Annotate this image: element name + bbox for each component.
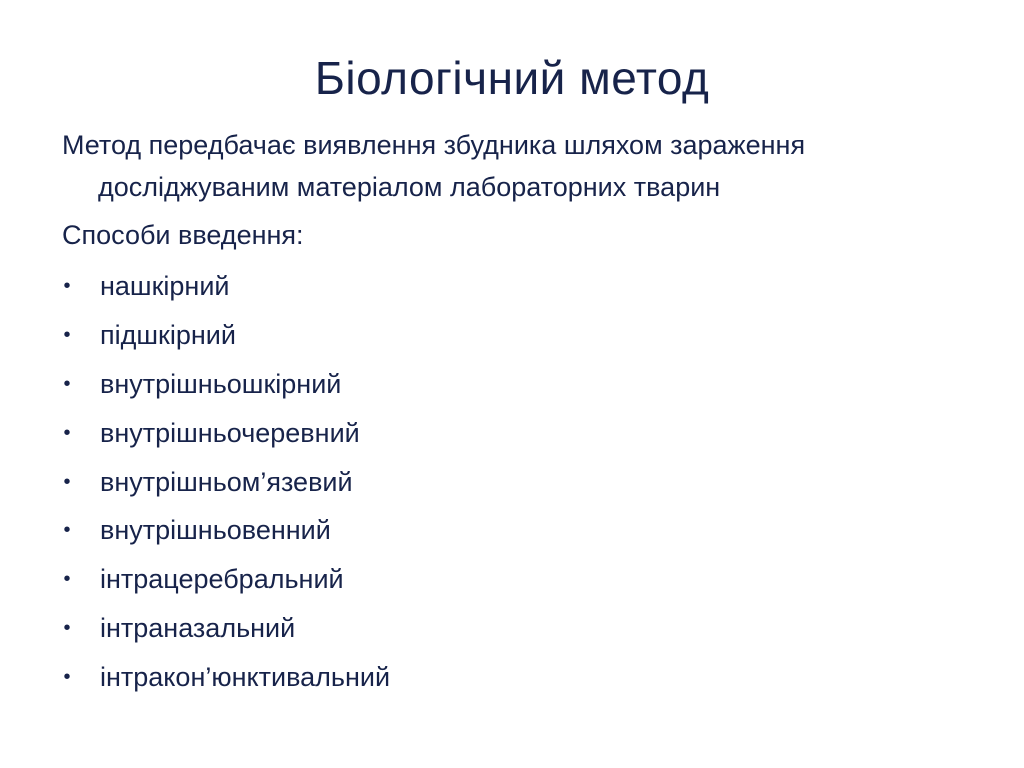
list-item <box>62 653 962 702</box>
method-label: нашкірний <box>100 271 230 301</box>
slide-body <box>62 124 962 702</box>
method-label: внутрішньошкірний <box>100 368 342 399</box>
list-item <box>62 262 962 311</box>
method-label: внутрішньовенний <box>100 515 331 546</box>
method-label: інтрацеребральний <box>100 564 344 595</box>
bullet-icon: • <box>63 275 71 297</box>
bullet-icon: • <box>63 421 71 444</box>
list-item <box>62 458 962 507</box>
intro-paragraph <box>62 124 962 208</box>
list-item <box>62 555 962 604</box>
intro-line-2: досліджуваним матеріалом лабораторних тварин <box>98 172 721 202</box>
bullet-icon: • <box>63 568 71 591</box>
method-label: підшкірний <box>100 319 236 350</box>
list-item <box>62 409 962 458</box>
method-label: внутрішньочеревний <box>100 417 360 448</box>
bullet-icon: • <box>63 372 71 395</box>
bullet-icon: • <box>63 617 71 640</box>
methods-subheading: Способи введення: <box>62 220 304 250</box>
method-label: інтракон’юнктивальний <box>100 662 391 693</box>
slide-title: Біологічний метод <box>314 52 710 104</box>
bullet-icon: • <box>63 519 71 542</box>
method-label: внутрішньом’язевий <box>100 466 353 497</box>
intro-line-1: Метод передбачає виявлення збудника шляхом зараження <box>62 130 806 160</box>
list-item <box>62 360 962 409</box>
bullet-icon: • <box>63 666 71 689</box>
methods-list <box>62 262 962 702</box>
list-item <box>62 506 962 555</box>
bullet-icon: • <box>63 470 71 493</box>
bullet-icon: • <box>63 323 71 346</box>
method-label: інтраназальний <box>100 613 296 644</box>
list-item <box>62 604 962 653</box>
list-item <box>62 311 962 360</box>
